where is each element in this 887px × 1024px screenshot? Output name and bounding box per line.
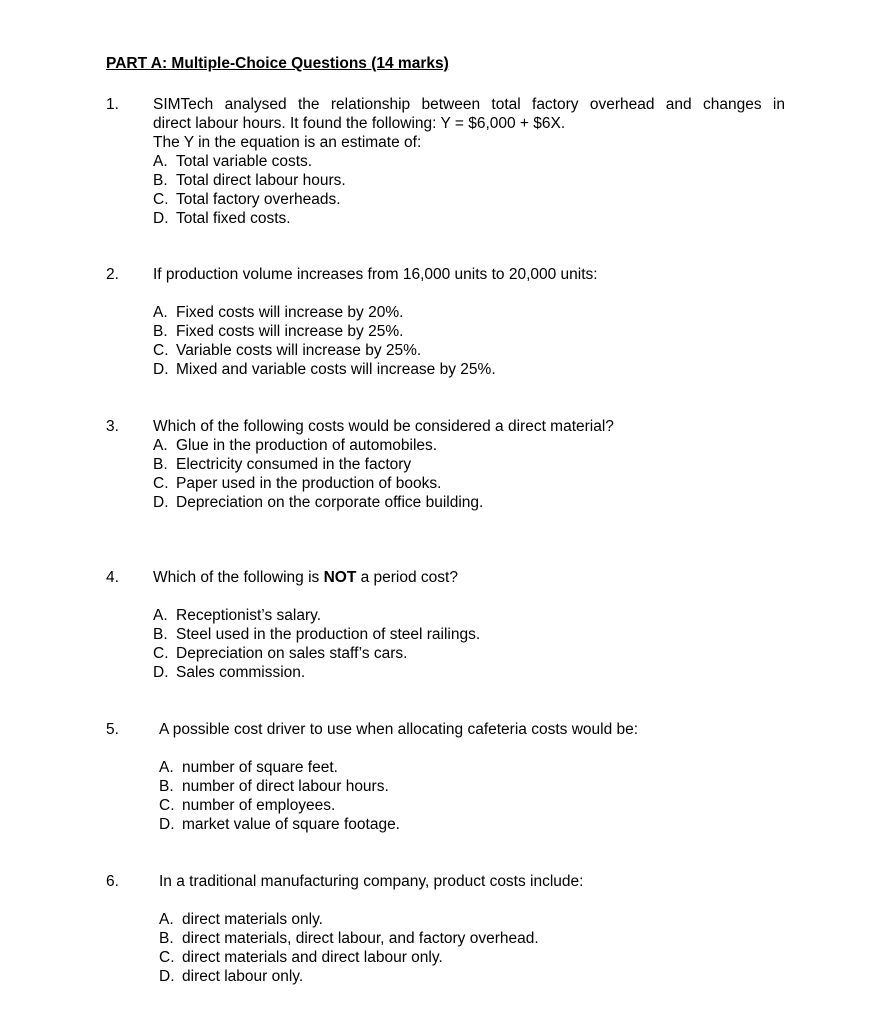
option-text: Steel used in the production of steel railings. [176, 626, 481, 643]
option-text: Depreciation on sales staff’s cars. [176, 645, 408, 662]
option-text: Total variable costs. [176, 153, 313, 170]
option-text: Total fixed costs. [176, 210, 291, 227]
option-letter: D. [153, 494, 169, 511]
question-number: 3. [106, 418, 119, 435]
option-letter: C. [159, 797, 175, 814]
option-text: Paper used in the production of books. [176, 475, 442, 492]
option-c [153, 341, 785, 360]
option-c [153, 474, 785, 493]
option-letter: C. [153, 645, 169, 662]
option-a [159, 910, 791, 929]
question-body [159, 720, 791, 834]
page-title: PART A: Multiple-Choice Questions (14 marks) [106, 55, 449, 72]
option-letter: A. [153, 607, 168, 624]
option-a [153, 606, 785, 625]
option-text: direct materials and direct labour only. [182, 949, 443, 966]
question-body [153, 95, 785, 228]
option-letter: B. [153, 456, 168, 473]
option-letter: B. [153, 323, 168, 340]
option-letter: D. [153, 664, 169, 681]
option-letter: A. [153, 153, 168, 170]
stem-emphasis: NOT [323, 569, 357, 586]
option-text: Electricity consumed in the factory [176, 456, 412, 473]
question-body [159, 872, 791, 986]
option-text: Total direct labour hours. [176, 172, 346, 189]
option-text: Mixed and variable costs will increase by 25%. [176, 361, 496, 378]
option-text: Glue in the production of automobiles. [176, 437, 438, 454]
option-letter: B. [159, 778, 174, 795]
option-letter: D. [159, 816, 175, 833]
option-b [153, 171, 785, 190]
option-a [153, 303, 785, 322]
option-letter: B. [159, 930, 174, 947]
question-stem-line: SIMTech analysed the relationship between total factory overhead and changes in [153, 96, 785, 113]
option-letter: D. [159, 968, 175, 985]
option-text: Receptionist’s salary. [176, 607, 322, 624]
option-text: Sales commission. [176, 664, 306, 681]
option-text: Total factory overheads. [176, 191, 341, 208]
question-stem-line: A possible cost driver to use when allocating cafeteria costs would be: [159, 721, 639, 738]
option-text: Depreciation on the corporate office building. [176, 494, 484, 511]
question-number: 6. [106, 873, 119, 890]
option-d [159, 967, 791, 986]
question-body [153, 265, 785, 379]
stem-text: Which of the following is [153, 569, 324, 586]
stem-text: a period cost? [356, 569, 458, 586]
question-stem-line: In a traditional manufacturing company, product costs include: [159, 873, 584, 890]
option-b [153, 625, 785, 644]
option-letter: C. [159, 949, 175, 966]
option-text: market value of square footage. [182, 816, 400, 833]
option-letter: A. [159, 911, 174, 928]
question-number: 5. [106, 721, 119, 738]
option-letter: C. [153, 475, 169, 492]
option-text: Variable costs will increase by 25%. [176, 342, 422, 359]
option-c [153, 644, 785, 663]
question-number: 2. [106, 266, 119, 283]
question-stem-line [153, 568, 785, 587]
option-c [159, 796, 791, 815]
option-d [153, 663, 785, 682]
option-text: direct materials, direct labour, and factory overhead. [182, 930, 539, 947]
option-text: number of square feet. [182, 759, 338, 776]
option-letter: B. [153, 626, 168, 643]
option-text: direct labour only. [182, 968, 304, 985]
option-letter: A. [153, 304, 168, 321]
option-letter: D. [153, 361, 169, 378]
option-letter: A. [153, 437, 168, 454]
question-stem-line: Which of the following costs would be considered a direct material? [153, 418, 614, 435]
option-c [159, 948, 791, 967]
option-letter: B. [153, 172, 168, 189]
option-d [153, 209, 785, 228]
question-stem-line: direct labour hours. It found the following: Y = $6,000 + $6X. [153, 115, 566, 132]
option-text: Fixed costs will increase by 25%. [176, 323, 404, 340]
option-letter: C. [153, 191, 169, 208]
option-letter: C. [153, 342, 169, 359]
option-d [153, 493, 785, 512]
option-b [153, 322, 785, 341]
option-a [153, 436, 785, 455]
question-stem-line: If production volume increases from 16,000 units to 20,000 units: [153, 266, 598, 283]
option-text: direct materials only. [182, 911, 323, 928]
option-letter: D. [153, 210, 169, 227]
option-d [159, 815, 791, 834]
option-d [153, 360, 785, 379]
option-a [153, 152, 785, 171]
option-text: Fixed costs will increase by 20%. [176, 304, 404, 321]
option-text: number of direct labour hours. [182, 778, 389, 795]
option-b [153, 455, 785, 474]
option-b [159, 929, 791, 948]
question-stem-line: The Y in the equation is an estimate of: [153, 134, 422, 151]
question-number: 1. [106, 96, 119, 113]
question-body [153, 568, 785, 682]
option-c [153, 190, 785, 209]
option-a [159, 758, 791, 777]
option-text: number of employees. [182, 797, 336, 814]
question-body [153, 417, 785, 512]
option-b [159, 777, 791, 796]
option-letter: A. [159, 759, 174, 776]
question-number: 4. [106, 569, 119, 586]
